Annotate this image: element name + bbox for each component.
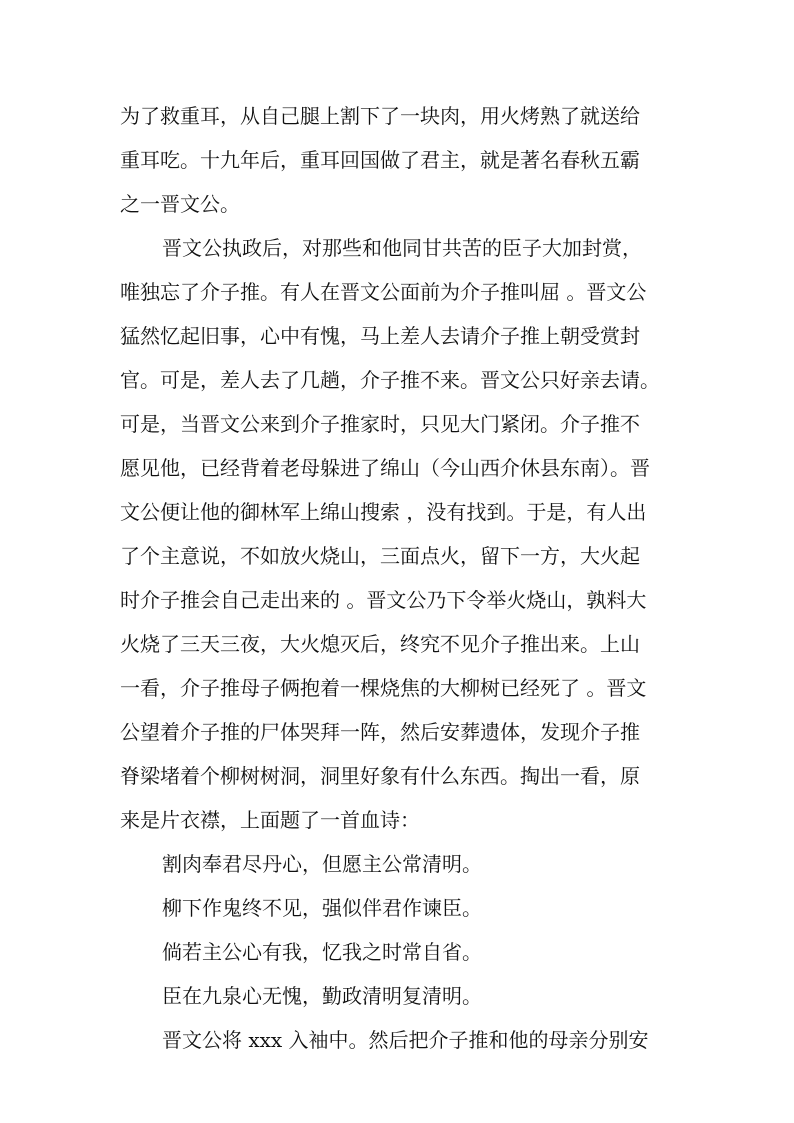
- text-line: 可是，当晋文公来到介子推家时，只见大门紧闭。介子推不: [120, 412, 640, 436]
- text-line: 公望着介子推的尸体哭拜一阵，然后安葬遗体，发现介子推: [120, 720, 640, 744]
- text-line: 愿见他，已经背着老母躲进了绵山（今山西介休县东南）。晋: [120, 456, 650, 480]
- text-line: 唯独忘了介子推。有人在晋文公面前为介子推叫屈 。晋文公: [120, 280, 647, 304]
- text-line: 官。可是，差人去了几趟，介子推不来。晋文公只好亲去请。: [120, 368, 660, 392]
- text-line: 时介子推会自己走出来的 。晋文公乃下令举火烧山，孰料大: [120, 588, 647, 612]
- text-line: 猛然忆起旧事，心中有愧，马上差人去请介子推上朝受赏封: [120, 324, 640, 348]
- poem-line: 臣在九泉心无愧，勤政清明复清明。: [162, 984, 482, 1008]
- paragraph-first-line: 晋文公执政后，对那些和他同甘共苦的臣子大加封赏，: [162, 236, 642, 260]
- text-line: 火烧了三天三夜，大火熄灭后，终究不见介子推出来。上山: [120, 632, 640, 656]
- poem-line: 倘若主公心有我，忆我之时常自省。: [162, 940, 482, 964]
- text-line: 之一晋文公。: [120, 192, 240, 216]
- paragraph-first-line: 晋文公将 xxx 入袖中。然后把介子推和他的母亲分别安: [162, 1028, 649, 1052]
- text-line: 重耳吃。十九年后，重耳回国做了君主，就是著名春秋五霸: [120, 148, 640, 172]
- text-line: 脊梁堵着个柳树树洞，洞里好象有什么东西。掏出一看，原: [120, 764, 640, 788]
- text-line: 了个主意说，不如放火烧山，三面点火，留下一方，大火起: [120, 544, 640, 568]
- text-line: 文公便让他的御林军上绵山搜索 ，没有找到。于是，有人出: [120, 500, 647, 524]
- text-line: 来是片衣襟，上面题了一首血诗：: [120, 808, 420, 832]
- text-line: 一看，介子推母子俩抱着一棵烧焦的大柳树已经死了 。晋文: [120, 676, 647, 700]
- text-line: 为了救重耳，从自己腿上割下了一块肉，用火烤熟了就送给: [120, 104, 640, 128]
- poem-line: 柳下作鬼终不见，强似伴君作谏臣。: [162, 896, 482, 920]
- poem-line: 割肉奉君尽丹心，但愿主公常清明。: [162, 852, 482, 876]
